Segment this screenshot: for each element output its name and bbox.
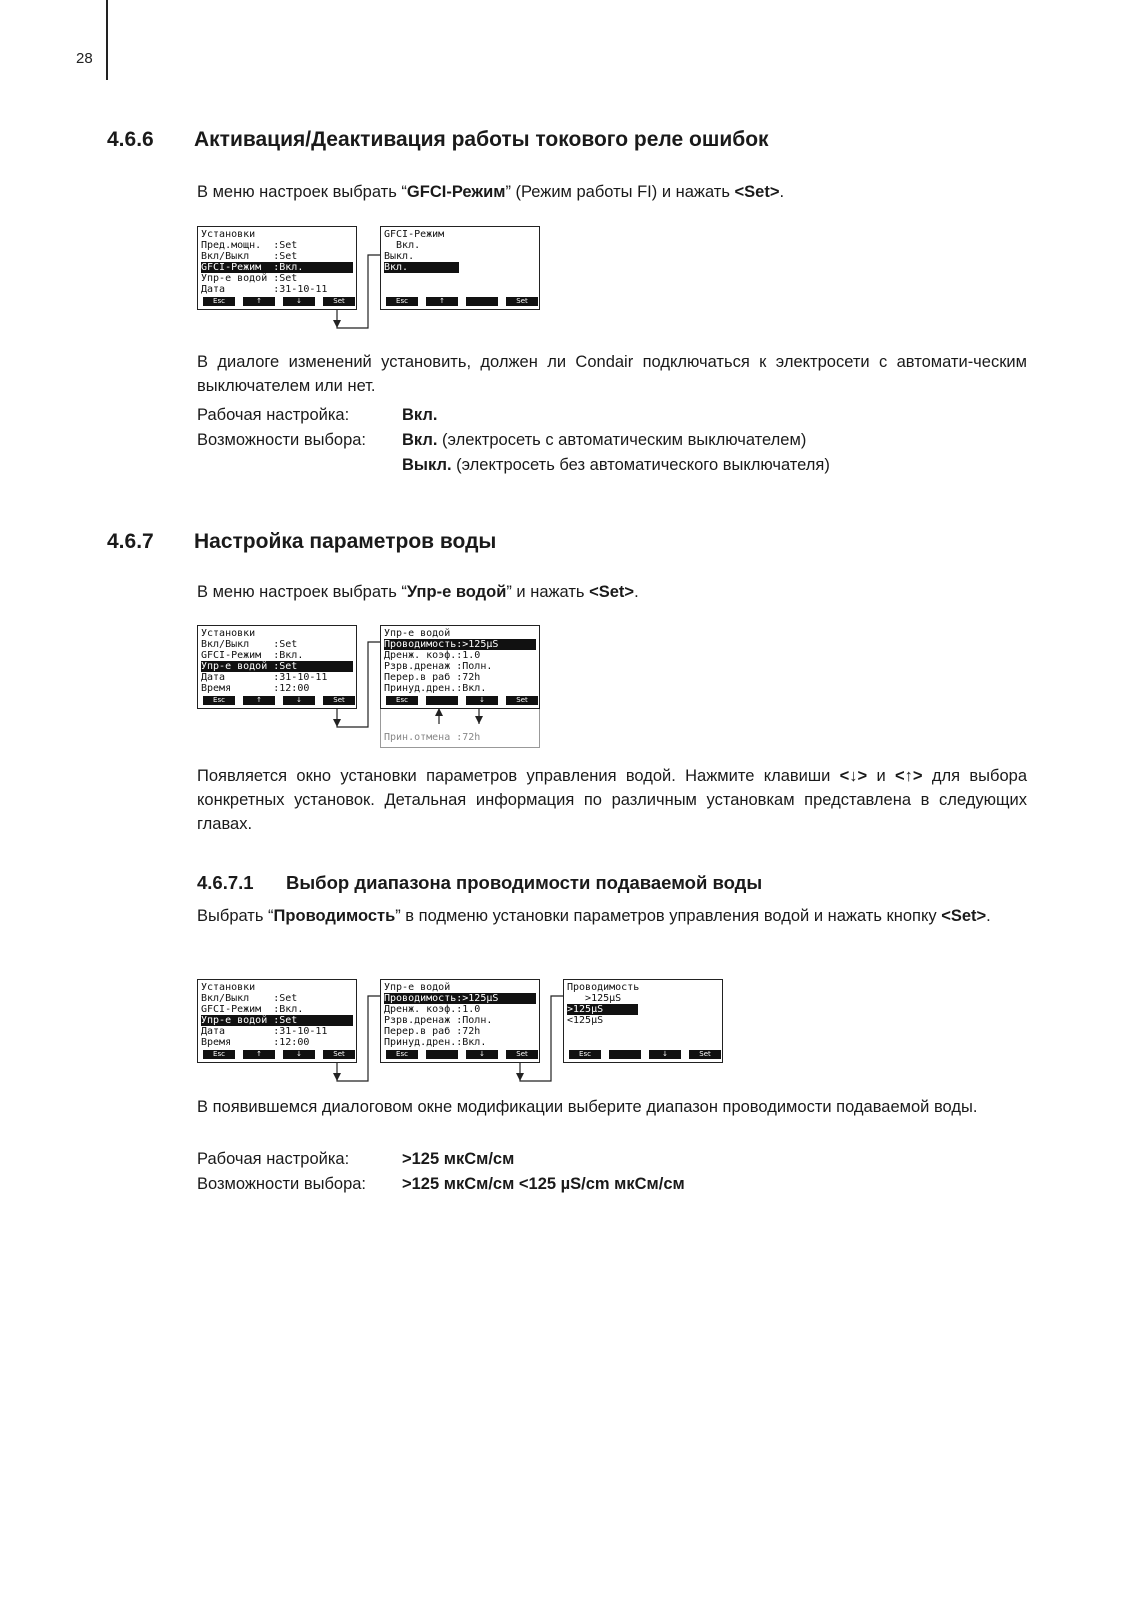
set-softkey: Set <box>506 297 538 306</box>
esc-softkey: Esc <box>203 1050 235 1059</box>
lcd-screen-conductivity <box>563 979 723 1063</box>
option-value: Выкл. <box>402 456 452 474</box>
screen-title: Упр-е водой <box>384 982 451 993</box>
menu-row-selected: Проводимость:>125µS <box>384 639 536 650</box>
current-value-row: >125µS <box>567 993 622 1004</box>
menu-row-selected: Упр-е водой :Set <box>201 661 353 672</box>
option-row-selected: Вкл. <box>384 262 459 273</box>
text: ” и нажать <box>506 583 590 601</box>
text: В меню настроек выбрать “ <box>197 583 407 601</box>
menu-row: Рзрв.дренаж :Полн. <box>384 1015 493 1026</box>
screen-title: Установки <box>201 628 256 639</box>
lcd-screen-settings <box>197 625 357 709</box>
down-softkey: ↓ <box>466 696 498 705</box>
menu-row-selected: GFCI-Режим :Вкл. <box>201 262 353 273</box>
esc-softkey: Esc <box>569 1050 601 1059</box>
softkey-bar <box>384 696 536 705</box>
text: . <box>634 583 639 601</box>
menu-row: Рзрв.дренаж :Полн. <box>384 661 493 672</box>
key-name: <Set> <box>589 583 635 601</box>
text: ” в подменю установки параметров управления водой и нажать кнопку <box>395 907 942 925</box>
menu-row: Вкл/Выкл :Set <box>201 639 298 650</box>
key-name: <Set> <box>941 907 987 925</box>
instruction-paragraph <box>197 904 1027 928</box>
section-title: Активация/Деактивация работы токового реле ошибок <box>194 128 769 151</box>
options-value: >125 мкСм/см <125 µS/cm мкСм/см <box>402 1175 685 1193</box>
blank-softkey <box>426 696 458 705</box>
softkey-bar <box>201 696 353 705</box>
section-title: Настройка параметров воды <box>194 530 497 553</box>
menu-row: Дата :31-10-11 <box>201 672 328 683</box>
esc-softkey: Esc <box>203 696 235 705</box>
down-softkey: ↓ <box>466 1050 498 1059</box>
text: Появляется окно установки параметров управления водой. Нажмите клавиши <box>197 767 840 785</box>
lcd-screen-water-management <box>380 979 540 1063</box>
lcd-screen-settings <box>197 979 357 1063</box>
screen-title: GFCI-Режим <box>384 229 445 240</box>
esc-softkey: Esc <box>386 696 418 705</box>
down-softkey: ↓ <box>283 696 315 705</box>
text: . <box>779 183 785 201</box>
menu-row: Пред.мощн. :Set <box>201 240 298 251</box>
esc-softkey: Esc <box>203 297 235 306</box>
option-row-selected: >125µS <box>567 1004 638 1015</box>
up-softkey: ↑ <box>243 696 275 705</box>
option-description: (электросеть с автоматическим выключателем) <box>437 431 807 449</box>
screen-title: Упр-е водой <box>384 628 451 639</box>
set-softkey: Set <box>323 696 355 705</box>
up-softkey: ↑ <box>243 1050 275 1059</box>
description-paragraph: В появившемся диалоговом окне модификации выберите диапазон проводимости подаваемой воды. <box>197 1098 978 1116</box>
text: ” (Режим работы FI) и нажать <box>505 183 735 201</box>
set-softkey: Set <box>506 696 538 705</box>
menu-row: Перер.в раб :72h <box>384 1026 481 1037</box>
set-softkey: Set <box>323 1050 355 1059</box>
menu-row: Дата :31-10-11 <box>201 284 328 295</box>
menu-row: GFCI-Режим :Вкл. <box>201 650 304 661</box>
section-number: 4.6.6 <box>107 128 154 151</box>
text: и <box>867 767 896 785</box>
hidden-menu-row: Прин.отмена :72h <box>384 732 481 743</box>
text: В меню настроек выбрать “ <box>197 183 407 201</box>
option-description: (электросеть без автоматического выключателя) <box>451 456 830 474</box>
menu-item-name: GFCI-Режим <box>406 183 506 201</box>
set-softkey: Set <box>323 297 355 306</box>
screen-title: Установки <box>201 982 256 993</box>
menu-row: Дренж. коэф.:1.0 <box>384 650 481 661</box>
softkey-bar <box>567 1050 719 1059</box>
softkey-bar <box>384 1050 536 1059</box>
softkey-bar <box>201 1050 353 1059</box>
extension-content <box>381 709 539 747</box>
menu-row: Вкл/Выкл :Set <box>201 993 298 1004</box>
down-softkey: ↓ <box>283 297 315 306</box>
default-value: Вкл. <box>402 406 438 424</box>
menu-row: Принуд.дрен.:Вкл. <box>384 683 487 694</box>
menu-row: Время :12:00 <box>201 1037 310 1048</box>
instruction-paragraph <box>197 580 1027 604</box>
page-number: 28 <box>76 50 93 67</box>
option-1 <box>402 428 806 452</box>
lcd-screen-water-management <box>380 625 540 709</box>
section-number: 4.6.7 <box>107 530 154 553</box>
hidden-menu-extension <box>380 709 540 748</box>
option-2 <box>402 453 830 477</box>
menu-row: Упр-е водой :Set <box>201 273 298 284</box>
set-softkey: Set <box>506 1050 538 1059</box>
screen-title: Проводимость <box>567 982 640 993</box>
menu-row: GFCI-Режим :Вкл. <box>201 1004 304 1015</box>
down-softkey: ↓ <box>649 1050 681 1059</box>
default-label: Рабочая настройка: <box>197 406 350 424</box>
down-softkey: ↓ <box>283 1050 315 1059</box>
description-paragraph <box>197 764 1027 836</box>
option-value: Вкл. <box>402 431 438 449</box>
option-row: <125µS <box>567 1015 604 1026</box>
blank-softkey <box>426 1050 458 1059</box>
set-softkey: Set <box>689 1050 721 1059</box>
up-softkey: ↑ <box>426 297 458 306</box>
menu-row: Вкл/Выкл :Set <box>201 251 298 262</box>
menu-row: Дренж. коэф.:1.0 <box>384 1004 481 1015</box>
menu-item-name: Упр-е водой <box>406 583 507 601</box>
menu-row-selected: Проводимость:>125µS <box>384 993 536 1004</box>
menu-row-selected: Упр-е водой :Set <box>201 1015 353 1026</box>
text: . <box>986 907 991 925</box>
key-name-down: <↓> <box>839 767 868 785</box>
description-paragraph: В диалоге изменений установить, должен ли Condair подключаться к электросети с автомати-ческим выключателем или нет. <box>197 353 1027 395</box>
menu-row: Принуд.дрен.:Вкл. <box>384 1037 487 1048</box>
default-value: >125 мкСм/см <box>402 1150 515 1168</box>
text: для выбора конкретных установок. Детальная информация по различным установкам представлена в следующих главах. <box>197 767 1028 833</box>
menu-row: Время :12:00 <box>201 683 310 694</box>
screen-title: Установки <box>201 229 256 240</box>
key-name-up: <↑> <box>895 767 923 785</box>
options-label: Возможности выбора: <box>197 431 367 449</box>
subsection-number: 4.6.7.1 <box>197 872 254 893</box>
current-value-row: Вкл. <box>384 240 421 251</box>
menu-row: Перер.в раб :72h <box>384 672 481 683</box>
menu-item-name: Проводимость <box>273 907 396 925</box>
key-name: <Set> <box>734 183 780 201</box>
esc-softkey: Esc <box>386 297 418 306</box>
subsection-title: Выбор диапазона проводимости подаваемой воды <box>286 872 763 893</box>
blank-softkey <box>609 1050 641 1059</box>
options-label: Возможности выбора: <box>197 1175 367 1193</box>
option-row: Выкл. <box>384 251 415 262</box>
default-label: Рабочая настройка: <box>197 1150 350 1168</box>
menu-row: Дата :31-10-11 <box>201 1026 328 1037</box>
text: Выбрать “ <box>197 907 274 925</box>
esc-softkey: Esc <box>386 1050 418 1059</box>
up-softkey: ↑ <box>243 297 275 306</box>
